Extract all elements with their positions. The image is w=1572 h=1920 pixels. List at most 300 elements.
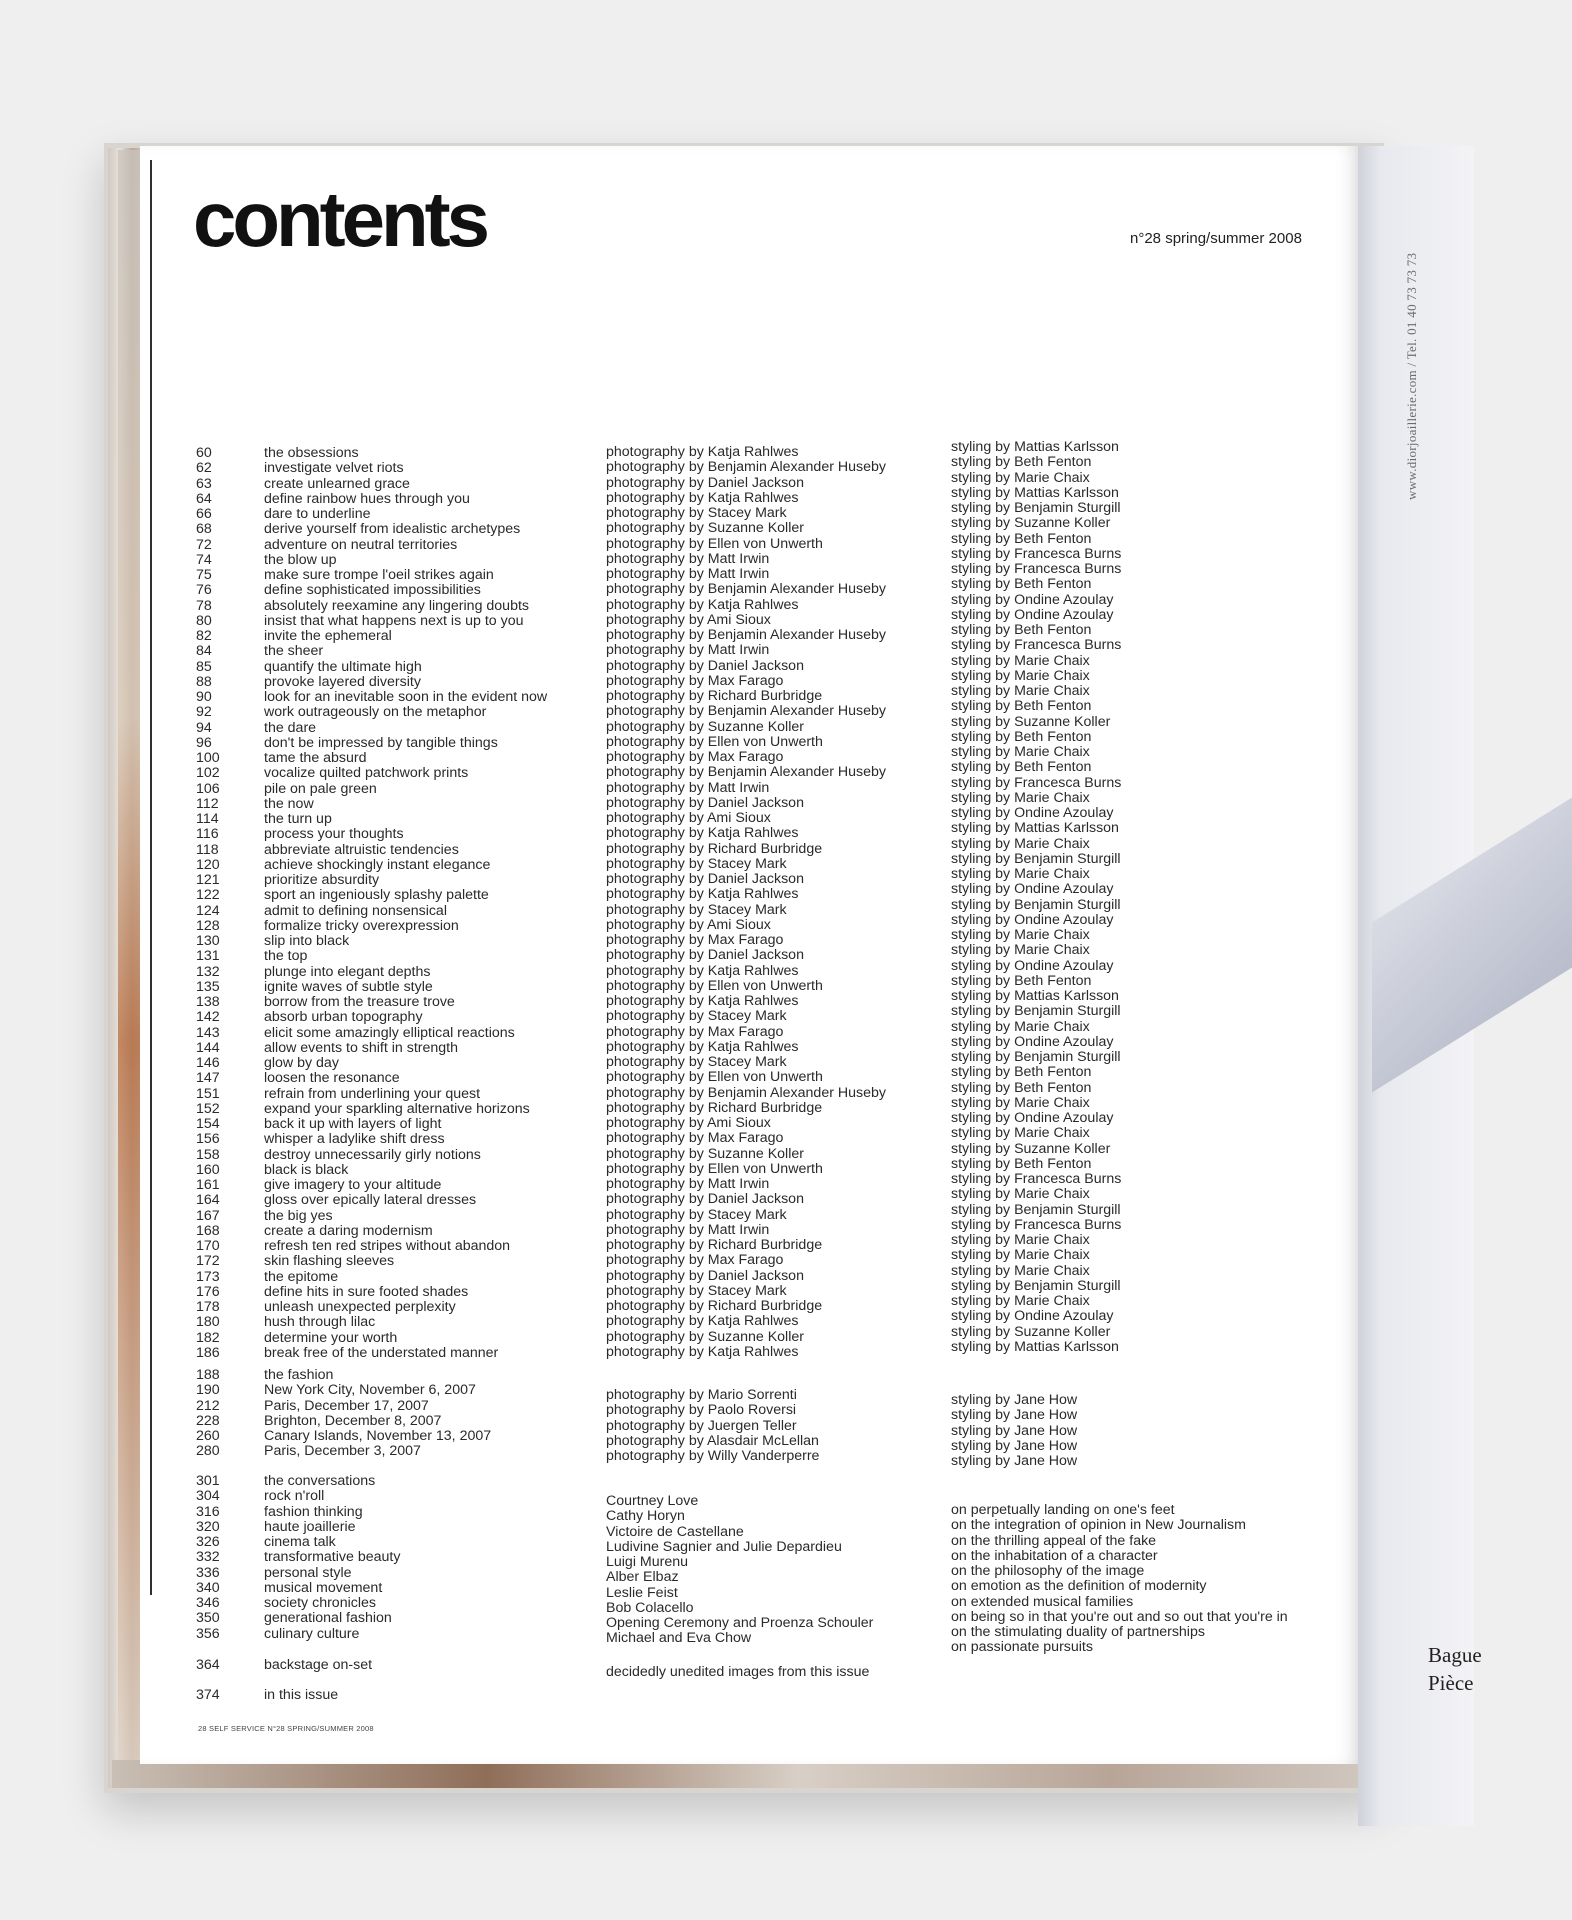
contents-entry: styling by Beth Fenton <box>951 1155 1092 1172</box>
contents-entry: 316 <box>196 1503 220 1520</box>
contents-entry: styling by Mattias Karlsson <box>951 988 1119 1004</box>
contents-entry: 84 <box>196 643 212 660</box>
contents-entry: styling by Marie Chaix <box>951 1186 1090 1203</box>
contents-entry: determine your worth <box>264 1329 398 1346</box>
contents-entry: photography by Ami Sioux <box>606 611 771 628</box>
contents-entry: borrow from the treasure trove <box>264 994 455 1010</box>
contents-entry: photography by Katja Rahlwes <box>606 1038 799 1055</box>
contents-entry: 75 <box>196 567 212 583</box>
contents-entry: photography by Stacey Mark <box>606 1282 787 1299</box>
contents-entry: the now <box>264 795 314 812</box>
contents-entry: styling by Beth Fenton <box>951 759 1092 776</box>
adjacent-page-caption-1: Bague <box>1428 1643 1482 1667</box>
contents-entry: 64 <box>196 490 212 507</box>
contents-entry: styling by Ondine Azoulay <box>951 1110 1114 1126</box>
page-folio: 28 SELF SERVICE N°28 SPRING/SUMMER 2008 <box>198 1724 374 1733</box>
contents-entry: styling by Beth Fenton <box>951 530 1092 547</box>
contents-entry: photography by Benjamin Alexander Huseby <box>606 703 886 720</box>
contents-entry: photography by Daniel Jackson <box>606 1191 804 1208</box>
contents-entry: photography by Katja Rahlwes <box>606 962 799 979</box>
contents-entry: refresh ten red stripes without abandon <box>264 1238 511 1254</box>
contents-entry: 82 <box>196 628 212 644</box>
contents-entry: photography by Alasdair McLellan <box>606 1432 819 1449</box>
contents-entry: Leslie Feist <box>606 1584 678 1601</box>
contents-entry: photography by Daniel Jackson <box>606 474 804 491</box>
contents-entry: styling by Marie Chaix <box>951 652 1090 669</box>
contents-entry: 142 <box>196 1009 220 1026</box>
contents-entry: on the thrilling appeal of the fake <box>951 1532 1157 1549</box>
contents-entry: styling by Jane How <box>951 1392 1078 1408</box>
contents-entry: the big yes <box>264 1207 333 1224</box>
contents-entry: on perpetually landing on one's feet <box>951 1502 1175 1518</box>
contents-entry: expand your sparkling alternative horizons <box>264 1100 530 1117</box>
contents-entry: 154 <box>196 1116 220 1132</box>
contents-entry: invite the ephemeral <box>264 628 392 644</box>
contents-entry: 320 <box>196 1518 220 1535</box>
contents-entry: photography by Daniel Jackson <box>606 871 804 887</box>
fashion-styling-credits <box>951 1393 1077 1469</box>
contents-entry: styling by Jane How <box>951 1407 1078 1424</box>
contents-entry: styling by Ondine Azoulay <box>951 1033 1114 1050</box>
contents-entry: 78 <box>196 597 212 614</box>
adjacent-page-side-text: www.diorjoaillerie.com / Tel. 01 40 73 73 73 <box>1404 252 1419 500</box>
contents-entry: 212 <box>196 1397 220 1414</box>
contents-entry: photography by Stacey Mark <box>606 1054 787 1070</box>
contents-entry: photography by Ami Sioux <box>606 1115 771 1131</box>
contents-entry: styling by Marie Chaix <box>951 942 1090 959</box>
contents-entry: define rainbow hues through you <box>264 490 470 507</box>
contents-entry: photography by Benjamin Alexander Huseby <box>606 459 886 476</box>
contents-entry: Alber Elbaz <box>606 1569 679 1586</box>
contents-entry: 180 <box>196 1314 220 1331</box>
gutter-line <box>150 160 152 1595</box>
contents-entry: 332 <box>196 1549 220 1566</box>
contents-entry: styling by Suzanne Koller <box>951 1140 1111 1157</box>
contents-entry: 161 <box>196 1177 220 1193</box>
contents-entry: styling by Beth Fenton <box>951 576 1092 593</box>
contents-entry: photography by Matt Irwin <box>606 642 770 659</box>
contents-entry: photography by Suzanne Koller <box>606 718 804 735</box>
contents-entry: styling by Marie Chaix <box>951 683 1090 699</box>
contents-entry: styling by Francesca Burns <box>951 774 1122 791</box>
contents-entry: styling by Ondine Azoulay <box>951 911 1114 928</box>
contents-entry: styling by Marie Chaix <box>951 1247 1090 1264</box>
contents-entry: the sheer <box>264 643 324 660</box>
in-this-issue-title: in this issue <box>264 1687 339 1703</box>
contents-entry: 60 <box>196 445 212 461</box>
contents-entry: styling by Beth Fenton <box>951 454 1092 471</box>
contents-entry: 301 <box>196 1473 220 1489</box>
contents-entry: styling by Marie Chaix <box>951 835 1090 852</box>
issue-label: n°28 spring/summer 2008 <box>1130 230 1302 247</box>
contents-entry: 143 <box>196 1024 220 1041</box>
contents-entry: styling by Ondine Azoulay <box>951 606 1114 623</box>
contents-entry: photography by Ellen von Unwerth <box>606 1160 823 1177</box>
contents-entry: styling by Ondine Azoulay <box>951 881 1114 898</box>
contents-entry: photography by Suzanne Koller <box>606 1145 804 1162</box>
contents-entry: Cathy Horyn <box>606 1508 685 1525</box>
contents-entry: 138 <box>196 994 220 1010</box>
contents-entry: 116 <box>196 826 219 843</box>
contents-entry: the turn up <box>264 811 332 827</box>
contents-entry: styling by Marie Chaix <box>951 1232 1090 1248</box>
in-this-issue-page-number: 374 <box>196 1687 220 1703</box>
contents-entry: photography by Suzanne Koller <box>606 520 804 537</box>
contents-entry: styling by Suzanne Koller <box>951 1323 1111 1340</box>
contents-entry: styling by Marie Chaix <box>951 469 1090 486</box>
contents-entry: photography by Suzanne Koller <box>606 1328 804 1345</box>
contents-entry: photography by Willy Vanderperre <box>606 1448 820 1464</box>
contents-entry: the blow up <box>264 551 337 568</box>
contents-entry: derive yourself from idealistic archetypes <box>264 521 521 538</box>
contents-entry: the dare <box>264 719 317 736</box>
contents-entry: Bob Colacello <box>606 1599 694 1616</box>
fashion-photography-credits <box>606 1388 819 1464</box>
contents-entry: process your thoughts <box>264 826 404 843</box>
contents-entry: photography by Katja Rahlwes <box>606 596 799 613</box>
conversations-titles <box>264 1474 400 1642</box>
contents-entry: insist that what happens next is up to you <box>264 612 524 629</box>
contents-entry: tame the absurd <box>264 750 367 766</box>
contents-entry: rock n'roll <box>264 1488 325 1505</box>
contents-entry: photography by Richard Burbridge <box>606 1298 823 1314</box>
contents-entry: styling by Marie Chaix <box>951 866 1090 882</box>
contents-entry: photography by Daniel Jackson <box>606 947 804 964</box>
contents-entry: styling by Benjamin Sturgill <box>951 896 1121 913</box>
contents-entry: styling by Marie Chaix <box>951 1094 1090 1111</box>
contents-entry: styling by Ondine Azoulay <box>951 591 1114 608</box>
contents-entry: 131 <box>196 948 220 965</box>
contents-entry: 156 <box>196 1131 220 1148</box>
contents-entry: on being so in that you're out and so out that you're in <box>951 1608 1288 1625</box>
contents-entry: styling by Suzanne Koller <box>951 515 1111 532</box>
contents-entry: styling by Beth Fenton <box>951 622 1092 638</box>
contents-entry: 326 <box>196 1534 220 1550</box>
contents-entry: on emotion as the definition of modernity <box>951 1578 1207 1595</box>
contents-entry: photography by Katja Rahlwes <box>606 1313 799 1330</box>
contents-entry: 94 <box>196 719 212 736</box>
contents-entry: 90 <box>196 689 212 705</box>
contents-entry: 100 <box>196 750 220 766</box>
contents-entry: photography by Max Farago <box>606 932 784 948</box>
contents-entry: styling by Francesca Burns <box>951 1171 1122 1187</box>
contents-entry: 121 <box>196 872 220 888</box>
contents-entry: the top <box>264 948 308 965</box>
contents-entry: pile on pale green <box>264 780 377 797</box>
contents-entry: 118 <box>196 841 219 858</box>
conversations-topics <box>951 1503 1288 1656</box>
contents-entry: absorb urban topography <box>264 1009 423 1026</box>
contents-entry: photography by Daniel Jackson <box>606 657 804 674</box>
contents-entry: photography by Richard Burbridge <box>606 1099 823 1116</box>
contents-entry: photography by Stacey Mark <box>606 505 787 521</box>
contents-entry: styling by Marie Chaix <box>951 1262 1090 1279</box>
contents-entry: styling by Beth Fenton <box>951 698 1092 715</box>
contents-entry: adventure on neutral territories <box>264 536 458 553</box>
contents-entry: photography by Matt Irwin <box>606 550 770 567</box>
contents-entry: photography by Max Farago <box>606 749 784 765</box>
contents-entry: 112 <box>196 795 219 812</box>
contents-entry: photography by Ellen von Unwerth <box>606 977 823 994</box>
contents-entry: achieve shockingly instant elegance <box>264 856 491 873</box>
contents-entry: photography by Ellen von Unwerth <box>606 535 823 552</box>
contents-entry: 167 <box>196 1207 220 1224</box>
contents-entry: ignite waves of subtle style <box>264 978 433 995</box>
contents-entry: styling by Marie Chaix <box>951 744 1090 760</box>
contents-entry: photography by Daniel Jackson <box>606 794 804 811</box>
contents-entry: photography by Stacey Mark <box>606 855 787 872</box>
contents-entry: 122 <box>196 887 220 904</box>
contents-entry: styling by Beth Fenton <box>951 972 1092 989</box>
contents-entry: 190 <box>196 1382 220 1399</box>
contents-entry: skin flashing sleeves <box>264 1253 395 1270</box>
contents-entry: 74 <box>196 551 212 568</box>
contents-entry: photography by Paolo Roversi <box>606 1402 797 1419</box>
contents-entry: the conversations <box>264 1473 376 1489</box>
contents-entry: styling by Benjamin Sturgill <box>951 1049 1121 1065</box>
contents-entry: dare to underline <box>264 506 371 522</box>
contents-entry: styling by Francesca Burns <box>951 637 1122 654</box>
contents-entry: styling by Mattias Karlsson <box>951 820 1119 837</box>
contents-entry: 228 <box>196 1412 220 1429</box>
contents-entry: glow by day <box>264 1055 339 1071</box>
contents-entry: hush through lilac <box>264 1314 376 1331</box>
contents-entry: Paris, December 3, 2007 <box>264 1443 421 1460</box>
contents-entry: photography by Mario Sorrenti <box>606 1387 797 1403</box>
contents-entry: 170 <box>196 1238 220 1254</box>
contents-entry: transformative beauty <box>264 1549 401 1566</box>
contents-entry: photography by Matt Irwin <box>606 1221 770 1238</box>
contents-entry: photography by Stacey Mark <box>606 1206 787 1223</box>
contents-entry: 172 <box>196 1253 220 1270</box>
contents-entry: styling by Marie Chaix <box>951 667 1090 684</box>
contents-entry: 186 <box>196 1344 220 1361</box>
obsessions-styling-credits <box>951 440 1121 1355</box>
contents-entry: styling by Benjamin Sturgill <box>951 1201 1121 1218</box>
contents-entry: 188 <box>196 1367 220 1383</box>
contents-entry: define hits in sure footed shades <box>264 1283 469 1300</box>
contents-entry: sport an ingeniously splashy palette <box>264 887 489 904</box>
contents-entry: photography by Daniel Jackson <box>606 1267 804 1284</box>
contents-entry: the epitome <box>264 1268 339 1285</box>
contents-entry: styling by Mattias Karlsson <box>951 439 1119 455</box>
contents-entry: 132 <box>196 963 220 980</box>
contents-entry: styling by Beth Fenton <box>951 1079 1092 1096</box>
contents-entry: 144 <box>196 1039 220 1056</box>
contents-entry: styling by Ondine Azoulay <box>951 957 1114 974</box>
contents-entry: photography by Max Farago <box>606 1130 784 1147</box>
contents-entry: admit to defining nonsensical <box>264 902 447 919</box>
contents-entry: on extended musical families <box>951 1593 1134 1610</box>
contents-entry: photography by Stacey Mark <box>606 1008 787 1025</box>
contents-entry: 88 <box>196 673 212 690</box>
contents-entry: whisper a ladylike shift dress <box>264 1131 445 1148</box>
contents-entry: photography by Katja Rahlwes <box>606 825 799 842</box>
contents-entry: create unlearned grace <box>264 475 410 492</box>
contents-entry: Paris, December 17, 2007 <box>264 1397 429 1414</box>
contents-entry: styling by Mattias Karlsson <box>951 484 1119 501</box>
contents-entry: fashion thinking <box>264 1503 363 1520</box>
contents-entry: styling by Marie Chaix <box>951 927 1090 943</box>
contents-entry: photography by Juergen Teller <box>606 1417 797 1434</box>
obsessions-titles <box>264 446 547 1361</box>
contents-entry: photography by Katja Rahlwes <box>606 444 799 460</box>
contents-entry: photography by Katja Rahlwes <box>606 993 799 1009</box>
contents-entry: Victoire de Castellane <box>606 1523 744 1540</box>
contents-entry: haute joaillerie <box>264 1518 356 1535</box>
contents-entry: black is black <box>264 1161 349 1178</box>
contents-entry: photography by Richard Burbridge <box>606 840 823 857</box>
contents-entry: 280 <box>196 1443 220 1460</box>
contents-entry: 76 <box>196 582 212 599</box>
contents-entry: photography by Katja Rahlwes <box>606 489 799 506</box>
contents-entry: styling by Ondine Azoulay <box>951 1308 1114 1325</box>
contents-entry: 350 <box>196 1610 220 1627</box>
contents-entry: break free of the understated manner <box>264 1344 499 1361</box>
contents-entry: musical movement <box>264 1579 383 1596</box>
contents-entry: styling by Francesca Burns <box>951 545 1122 562</box>
contents-entry: styling by Francesca Burns <box>951 561 1122 577</box>
contents-entry: photography by Max Farago <box>606 1252 784 1269</box>
page-bottom-edge <box>112 1760 1360 1788</box>
contents-entry: photography by Max Farago <box>606 1023 784 1040</box>
contents-entry: 135 <box>196 978 220 995</box>
backstage-page-number: 364 <box>196 1657 220 1673</box>
contents-entry: refrain from underlining your quest <box>264 1085 481 1102</box>
contents-entry: 346 <box>196 1595 220 1611</box>
contents-entry: 336 <box>196 1564 220 1581</box>
contents-entry: styling by Jane How <box>951 1437 1078 1454</box>
contents-entry: create a daring modernism <box>264 1222 433 1239</box>
contents-entry: 130 <box>196 933 220 949</box>
contents-entry: styling by Jane How <box>951 1453 1078 1469</box>
contents-entry: formalize tricky overexpression <box>264 917 459 934</box>
contents-entry: 178 <box>196 1299 220 1315</box>
contents-entry: on the inhabitation of a character <box>951 1547 1158 1564</box>
contents-entry: styling by Mattias Karlsson <box>951 1338 1119 1355</box>
contents-entry: styling by Ondine Azoulay <box>951 805 1114 821</box>
fashion-page-numbers <box>196 1368 220 1460</box>
contents-entry: photography by Benjamin Alexander Huseby <box>606 627 886 643</box>
contents-entry: unleash unexpected perplexity <box>264 1299 456 1315</box>
contents-entry: styling by Benjamin Sturgill <box>951 500 1121 516</box>
contents-entry: plunge into elegant depths <box>264 963 431 980</box>
obsessions-photography-credits <box>606 445 886 1360</box>
contents-entry: prioritize absurdity <box>264 872 380 888</box>
contents-entry: 114 <box>196 811 219 827</box>
contents-entry: styling by Beth Fenton <box>951 1064 1092 1081</box>
contents-entry: 146 <box>196 1055 220 1071</box>
contents-entry: on the stimulating duality of partnerships <box>951 1624 1205 1640</box>
contents-entry: cinema talk <box>264 1534 336 1550</box>
obsessions-page-numbers <box>196 446 220 1361</box>
contents-entry: 356 <box>196 1625 220 1642</box>
contents-entry: abbreviate altruistic tendencies <box>264 841 459 858</box>
contents-entry: don't be impressed by tangible things <box>264 734 498 751</box>
contents-entry: styling by Marie Chaix <box>951 1293 1090 1309</box>
contents-entry: give imagery to your altitude <box>264 1177 442 1193</box>
contents-entry: 63 <box>196 475 212 492</box>
contents-entry: 304 <box>196 1488 220 1505</box>
contents-entry: investigate velvet riots <box>264 460 404 477</box>
contents-entry: 102 <box>196 765 220 782</box>
contents-entry: styling by Marie Chaix <box>951 789 1090 806</box>
contents-entry: Michael and Eva Chow <box>606 1630 752 1647</box>
contents-entry: quantify the ultimate high <box>264 658 422 675</box>
contents-entry: 92 <box>196 704 212 721</box>
contents-entry: 128 <box>196 917 220 934</box>
contents-entry: loosen the resonance <box>264 1070 400 1087</box>
contents-entry: styling by Benjamin Sturgill <box>951 1003 1121 1020</box>
contents-entry: 260 <box>196 1428 220 1444</box>
contents-entry: styling by Beth Fenton <box>951 728 1092 745</box>
contents-entry: New York City, November 6, 2007 <box>264 1382 476 1399</box>
contents-entry: 151 <box>196 1085 220 1102</box>
contents-entry: 182 <box>196 1329 220 1346</box>
contents-entry: Courtney Love <box>606 1493 699 1509</box>
page-title: contents <box>193 175 487 263</box>
contents-entry: 106 <box>196 780 220 797</box>
contents-entry: photography by Stacey Mark <box>606 901 787 918</box>
contents-entry: styling by Marie Chaix <box>951 1125 1090 1142</box>
contents-entry: photography by Katja Rahlwes <box>606 1343 799 1360</box>
contents-entry: styling by Francesca Burns <box>951 1216 1122 1233</box>
contents-entry: photography by Richard Burbridge <box>606 688 823 704</box>
contents-entry: 158 <box>196 1146 220 1163</box>
contents-entry: photography by Ami Sioux <box>606 916 771 933</box>
contents-entry: elicit some amazingly elliptical reactions <box>264 1024 515 1041</box>
contents-entry: 168 <box>196 1222 220 1239</box>
adjacent-page-caption-2: Pièce <box>1428 1671 1474 1695</box>
contents-entry: photography by Richard Burbridge <box>606 1237 823 1253</box>
contents-entry: styling by Suzanne Koller <box>951 713 1111 730</box>
contents-entry: styling by Jane How <box>951 1422 1078 1439</box>
contents-entry: slip into black <box>264 933 350 949</box>
contents-entry: society chronicles <box>264 1595 376 1611</box>
conversations-people <box>606 1494 873 1647</box>
contents-entry: 62 <box>196 460 212 477</box>
contents-entry: destroy unnecessarily girly notions <box>264 1146 481 1163</box>
contents-entry: 164 <box>196 1192 220 1209</box>
contents-entry: 340 <box>196 1579 220 1596</box>
contents-entry: 72 <box>196 536 212 553</box>
contents-entry: Opening Ceremony and Proenza Schouler <box>606 1615 874 1631</box>
contents-entry: 85 <box>196 658 212 675</box>
contents-entry: on the integration of opinion in New Journalism <box>951 1517 1246 1534</box>
contents-entry: 96 <box>196 734 212 751</box>
contents-entry: Ludivine Sagnier and Julie Depardieu <box>606 1538 842 1555</box>
contents-entry: 66 <box>196 506 212 522</box>
contents-entry: personal style <box>264 1564 352 1581</box>
backstage-title: backstage on-set <box>264 1657 373 1673</box>
contents-entry: 176 <box>196 1283 220 1300</box>
conversations-page-numbers <box>196 1474 220 1642</box>
contents-entry: vocalize quilted patchwork prints <box>264 765 469 782</box>
contents-entry: photography by Ellen von Unwerth <box>606 1069 823 1086</box>
fashion-titles <box>264 1368 491 1460</box>
contents-entry: 80 <box>196 612 212 629</box>
contents-entry: gloss over epically lateral dresses <box>264 1192 477 1209</box>
contents-entry: photography by Ami Sioux <box>606 810 771 826</box>
contents-entry: styling by Benjamin Sturgill <box>951 1277 1121 1294</box>
contents-entry: work outrageously on the metaphor <box>264 704 487 721</box>
contents-entry: allow events to shift in strength <box>264 1039 458 1056</box>
backstage-description: decidedly unedited images from this issue <box>606 1664 870 1680</box>
contents-entry: photography by Benjamin Alexander Huseby <box>606 581 886 598</box>
contents-entry: absolutely reexamine any lingering doubts <box>264 597 529 614</box>
contents-entry: photography by Max Farago <box>606 672 784 689</box>
contents-entry: Canary Islands, November 13, 2007 <box>264 1428 492 1444</box>
